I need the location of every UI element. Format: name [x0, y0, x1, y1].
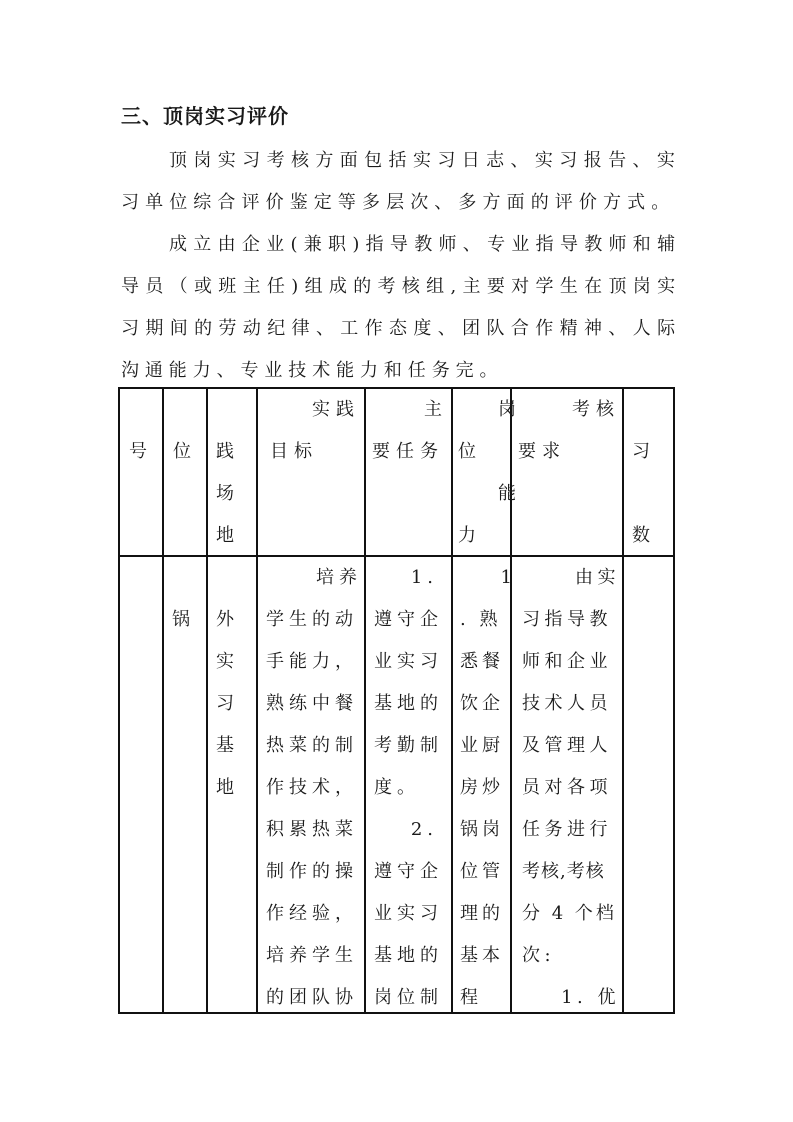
header-cell-number: 号: [129, 441, 153, 462]
header-cell-position: 位: [173, 441, 197, 462]
internship-evaluation-table: [118, 387, 675, 1014]
header-cell-position-ability: 岗 位 能 力: [458, 399, 522, 546]
header-cell-hours: 习 数: [632, 441, 656, 546]
column-divider: [206, 389, 208, 1012]
column-divider: [622, 389, 624, 1012]
row-cell-main-tasks: 1. 遵守企 业实习 基地的 考勤制 度。 2. 遵守企 业实习 基地的 岗位制: [374, 567, 443, 1008]
header-cell-practice-goal: 实践 目标: [270, 399, 360, 462]
header-cell-venue: 践 场 地: [216, 441, 240, 546]
paragraph-assessment-methods: 顶岗实习考核方面包括实习日志、实习报告、实习单位综合评价鉴定等多层次、多方面的评价方式。: [121, 150, 681, 213]
row-cell-position: 锅: [172, 609, 196, 630]
paragraph-assessment-group: 成立由企业(兼职)指导教师、专业指导教师和辅导员（或班主任)组成的考核组,主要对学生在顶岗实习期间的劳动纪律、工作态度、团队合作精神、人际沟通能力、专业技术能力和任务完。: [121, 234, 681, 381]
header-cell-assessment-requirements: 考核 要求: [518, 399, 620, 462]
column-divider: [256, 389, 258, 1012]
row-cell-assessment-requirements: 由实 习指导教 师和企业 技术人员 及管理人 员对各项 任务进行 考核,考核 分 4 个档 次: 1. 优: [522, 567, 620, 1008]
section-heading: 三、顶岗实习评价: [121, 104, 289, 128]
row-cell-venue: 外 实 习 基 地: [216, 609, 240, 798]
column-divider: [451, 389, 453, 1012]
row-cell-position-ability: 1 . 熟 悉餐 饮企 业厨 房炒 锅岗 位管 理的 基本 程: [460, 567, 516, 1008]
row-cell-practice-goal: 培养 学生的动 手能力， 熟练中餐 热菜的制 作技术， 积累热菜 制作的操 作经验， 培养学生 的团队协: [266, 567, 362, 1008]
header-cell-main-tasks: 主 要任务: [372, 399, 448, 462]
column-divider: [364, 389, 366, 1012]
